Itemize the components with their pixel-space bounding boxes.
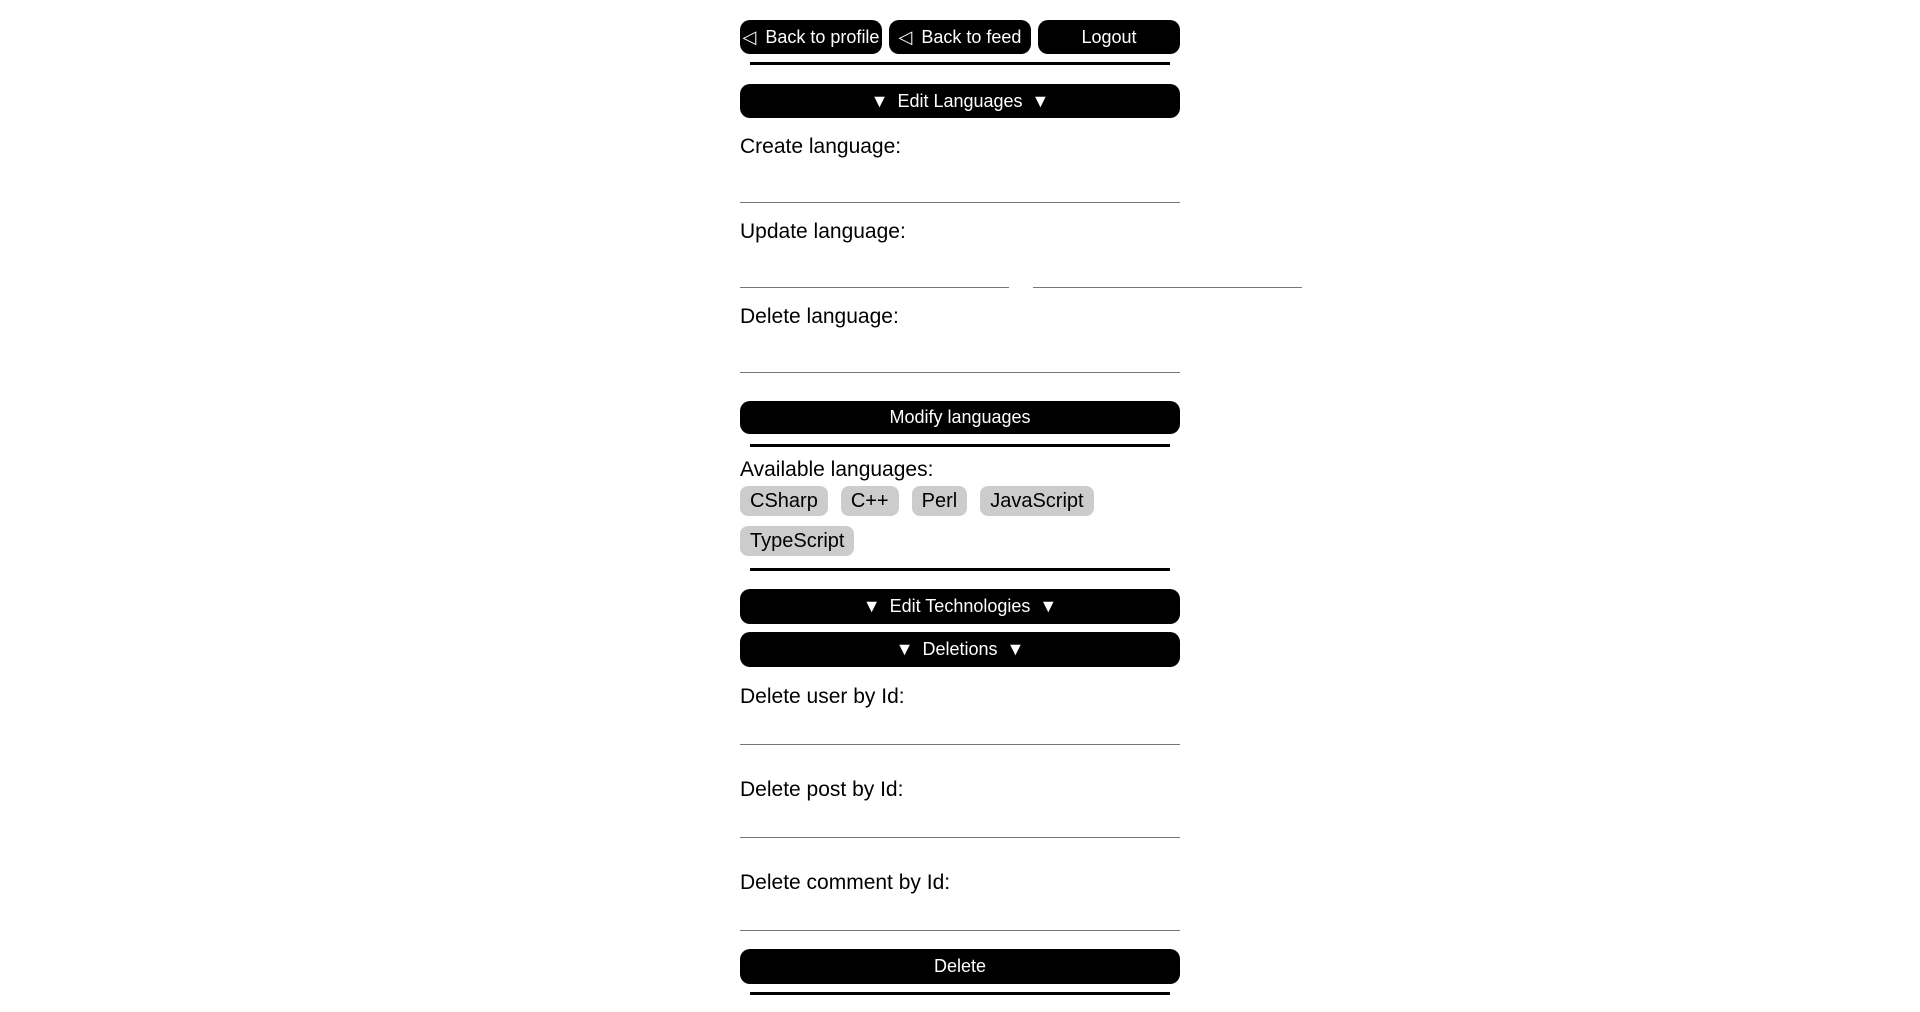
triangle-down-icon: ▼ bbox=[870, 90, 889, 111]
bottom-divider bbox=[750, 992, 1170, 995]
create-language-input[interactable] bbox=[740, 173, 1180, 203]
create-language-label: Create language: bbox=[740, 135, 902, 158]
triangle-down-icon: ▼ bbox=[895, 639, 914, 659]
modify-languages-divider bbox=[750, 444, 1170, 447]
available-languages-label: Available languages: bbox=[740, 458, 934, 481]
update-language-new-input[interactable] bbox=[1033, 258, 1302, 288]
triangle-down-icon: ▼ bbox=[1006, 639, 1025, 659]
delete-post-input[interactable] bbox=[740, 808, 1180, 838]
update-language-inputs bbox=[740, 246, 1180, 288]
language-tag: CSharp bbox=[740, 486, 828, 516]
edit-languages-toggle-label: Edit Languages bbox=[897, 90, 1023, 111]
back-to-profile-label: Back to profile bbox=[765, 26, 880, 47]
deletions-form bbox=[740, 682, 1180, 931]
triangle-down-icon: ▼ bbox=[862, 596, 881, 616]
delete-user-label: Delete user by Id: bbox=[740, 685, 905, 708]
deletions-toggle-label: Deletions bbox=[922, 639, 998, 659]
logout-label: Logout bbox=[1081, 26, 1137, 47]
delete-language-label: Delete language: bbox=[740, 305, 899, 328]
back-to-feed-button[interactable] bbox=[889, 20, 1031, 54]
delete-language-field bbox=[740, 302, 1180, 373]
edit-technologies-toggle[interactable] bbox=[740, 589, 1180, 624]
edit-languages-toggle[interactable] bbox=[740, 84, 1180, 118]
update-language-old-input[interactable] bbox=[740, 258, 1009, 288]
delete-comment-field bbox=[740, 868, 1180, 931]
back-to-profile-button[interactable] bbox=[740, 20, 882, 54]
topbar-divider bbox=[750, 62, 1170, 65]
delete-language-input[interactable] bbox=[740, 343, 1180, 373]
language-tag: TypeScript bbox=[740, 526, 854, 556]
edit-technologies-toggle-label: Edit Technologies bbox=[889, 596, 1031, 616]
deletions-toggle[interactable] bbox=[740, 632, 1180, 667]
languages-section-divider bbox=[750, 568, 1170, 571]
delete-comment-input[interactable] bbox=[740, 901, 1180, 931]
language-tag: JavaScript bbox=[980, 486, 1093, 516]
delete-comment-label: Delete comment by Id: bbox=[740, 871, 951, 894]
logout-button[interactable] bbox=[1038, 20, 1180, 54]
delete-user-input[interactable] bbox=[740, 715, 1180, 745]
create-language-field bbox=[740, 132, 1180, 203]
admin-panel bbox=[740, 0, 1180, 995]
triangle-down-icon: ▼ bbox=[1031, 90, 1050, 111]
update-language-field bbox=[740, 217, 1180, 288]
delete-user-field bbox=[740, 682, 1180, 745]
delete-post-field bbox=[740, 775, 1180, 838]
triangle-left-icon: ◁ bbox=[742, 26, 757, 47]
topbar bbox=[740, 20, 1180, 54]
language-tag: C++ bbox=[841, 486, 899, 516]
delete-button[interactable]: Delete bbox=[740, 949, 1180, 984]
modify-languages-button[interactable]: Modify languages bbox=[740, 401, 1180, 434]
triangle-left-icon: ◁ bbox=[898, 26, 913, 47]
update-language-label: Update language: bbox=[740, 220, 906, 243]
language-tag: Perl bbox=[912, 486, 968, 516]
delete-post-label: Delete post by Id: bbox=[740, 778, 904, 801]
available-languages-list bbox=[740, 486, 1180, 556]
back-to-feed-label: Back to feed bbox=[921, 26, 1022, 47]
triangle-down-icon: ▼ bbox=[1039, 596, 1058, 616]
